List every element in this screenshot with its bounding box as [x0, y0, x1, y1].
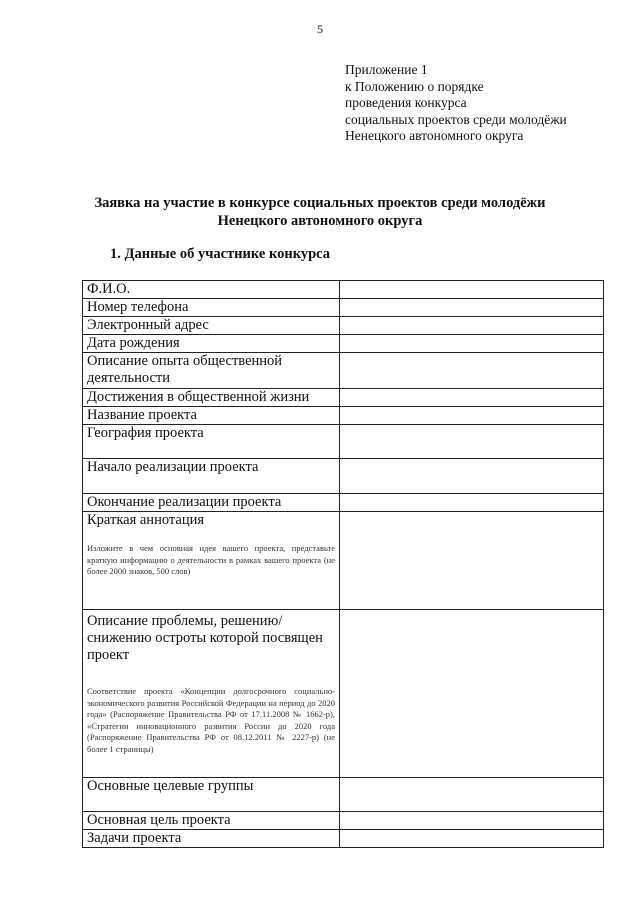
field-email[interactable] [340, 317, 604, 335]
title-line: Ненецкого автономного округа [217, 213, 423, 229]
label-annotation [83, 512, 340, 610]
field-achievements[interactable] [340, 389, 604, 407]
label-fio: Ф.И.О. [83, 281, 340, 299]
problem-label: Описание проблемы, решению/снижению остроты которой посвящен проект [87, 613, 323, 663]
label-problem [83, 610, 340, 778]
appendix-line: Приложение 1 [345, 62, 428, 77]
problem-note: Соответствие проекта «Концепции долгосрочного социально-экономического развития Российской Федерации на период до 2020 года» (Распоряжение Правительства РФ от 17.11.2008 № 1662-р), «Стратегии инновационного развития России до 2020 года (Распоряжение Правительства РФ от 08.12.2011 № 2227-р) (не более 1 страницы) [87, 686, 335, 754]
table-row [83, 512, 604, 610]
field-end[interactable] [340, 494, 604, 512]
table-row [83, 335, 604, 353]
table-row [83, 425, 604, 459]
field-phone[interactable] [340, 299, 604, 317]
field-geography[interactable] [340, 425, 604, 459]
label-start: Начало реализации проекта [83, 459, 340, 494]
table-row [83, 353, 604, 389]
table-row [83, 459, 604, 494]
table-row [83, 778, 604, 812]
application-form-table [82, 280, 604, 848]
field-birth[interactable] [340, 335, 604, 353]
appendix-header [345, 62, 625, 145]
table-row [83, 317, 604, 335]
field-problem[interactable] [340, 610, 604, 778]
appendix-line: Ненецкого автономного округа [345, 128, 524, 143]
field-target-groups[interactable] [340, 778, 604, 812]
label-achievements: Достижения в общественной жизни [83, 389, 340, 407]
label-email: Электронный адрес [83, 317, 340, 335]
field-tasks[interactable] [340, 830, 604, 848]
annotation-note: Изложите в чем основная идея вашего проекта, представьте краткую информацию о деятельности в рамках вашего проекта (не более 2000 знаков, 500 слов) [87, 543, 335, 576]
page-number: 5 [317, 22, 323, 36]
table-row [83, 494, 604, 512]
field-fio[interactable] [340, 281, 604, 299]
label-geography: География проекта [83, 425, 340, 459]
field-project-name[interactable] [340, 407, 604, 425]
table-row [83, 407, 604, 425]
table-row [83, 812, 604, 830]
table-row [83, 281, 604, 299]
appendix-line: проведения конкурса [345, 95, 467, 110]
label-end: Окончание реализации проекта [83, 494, 340, 512]
document-title [60, 194, 580, 230]
label-experience: Описание опыта общественной деятельности [83, 353, 340, 389]
appendix-line: социальных проектов среди молодёжи [345, 111, 567, 127]
table-row [83, 389, 604, 407]
label-phone: Номер телефона [83, 299, 340, 317]
title-line: Заявка на участие в конкурсе социальных проектов среди молодёжи [94, 195, 546, 211]
field-experience[interactable] [340, 353, 604, 389]
label-birth: Дата рождения [83, 335, 340, 353]
label-tasks: Задачи проекта [83, 830, 340, 848]
field-annotation[interactable] [340, 512, 604, 610]
table-row [83, 299, 604, 317]
label-target-groups: Основные целевые группы [83, 778, 340, 812]
field-start[interactable] [340, 459, 604, 494]
field-goal[interactable] [340, 812, 604, 830]
table-row [83, 830, 604, 848]
section-title: 1. Данные об участнике конкурса [110, 246, 331, 262]
label-project-name: Название проекта [83, 407, 340, 425]
annotation-label: Краткая аннотация [87, 512, 205, 528]
appendix-line: к Положению о порядке [345, 78, 484, 94]
label-goal: Основная цель проекта [83, 812, 340, 830]
table-row [83, 610, 604, 778]
